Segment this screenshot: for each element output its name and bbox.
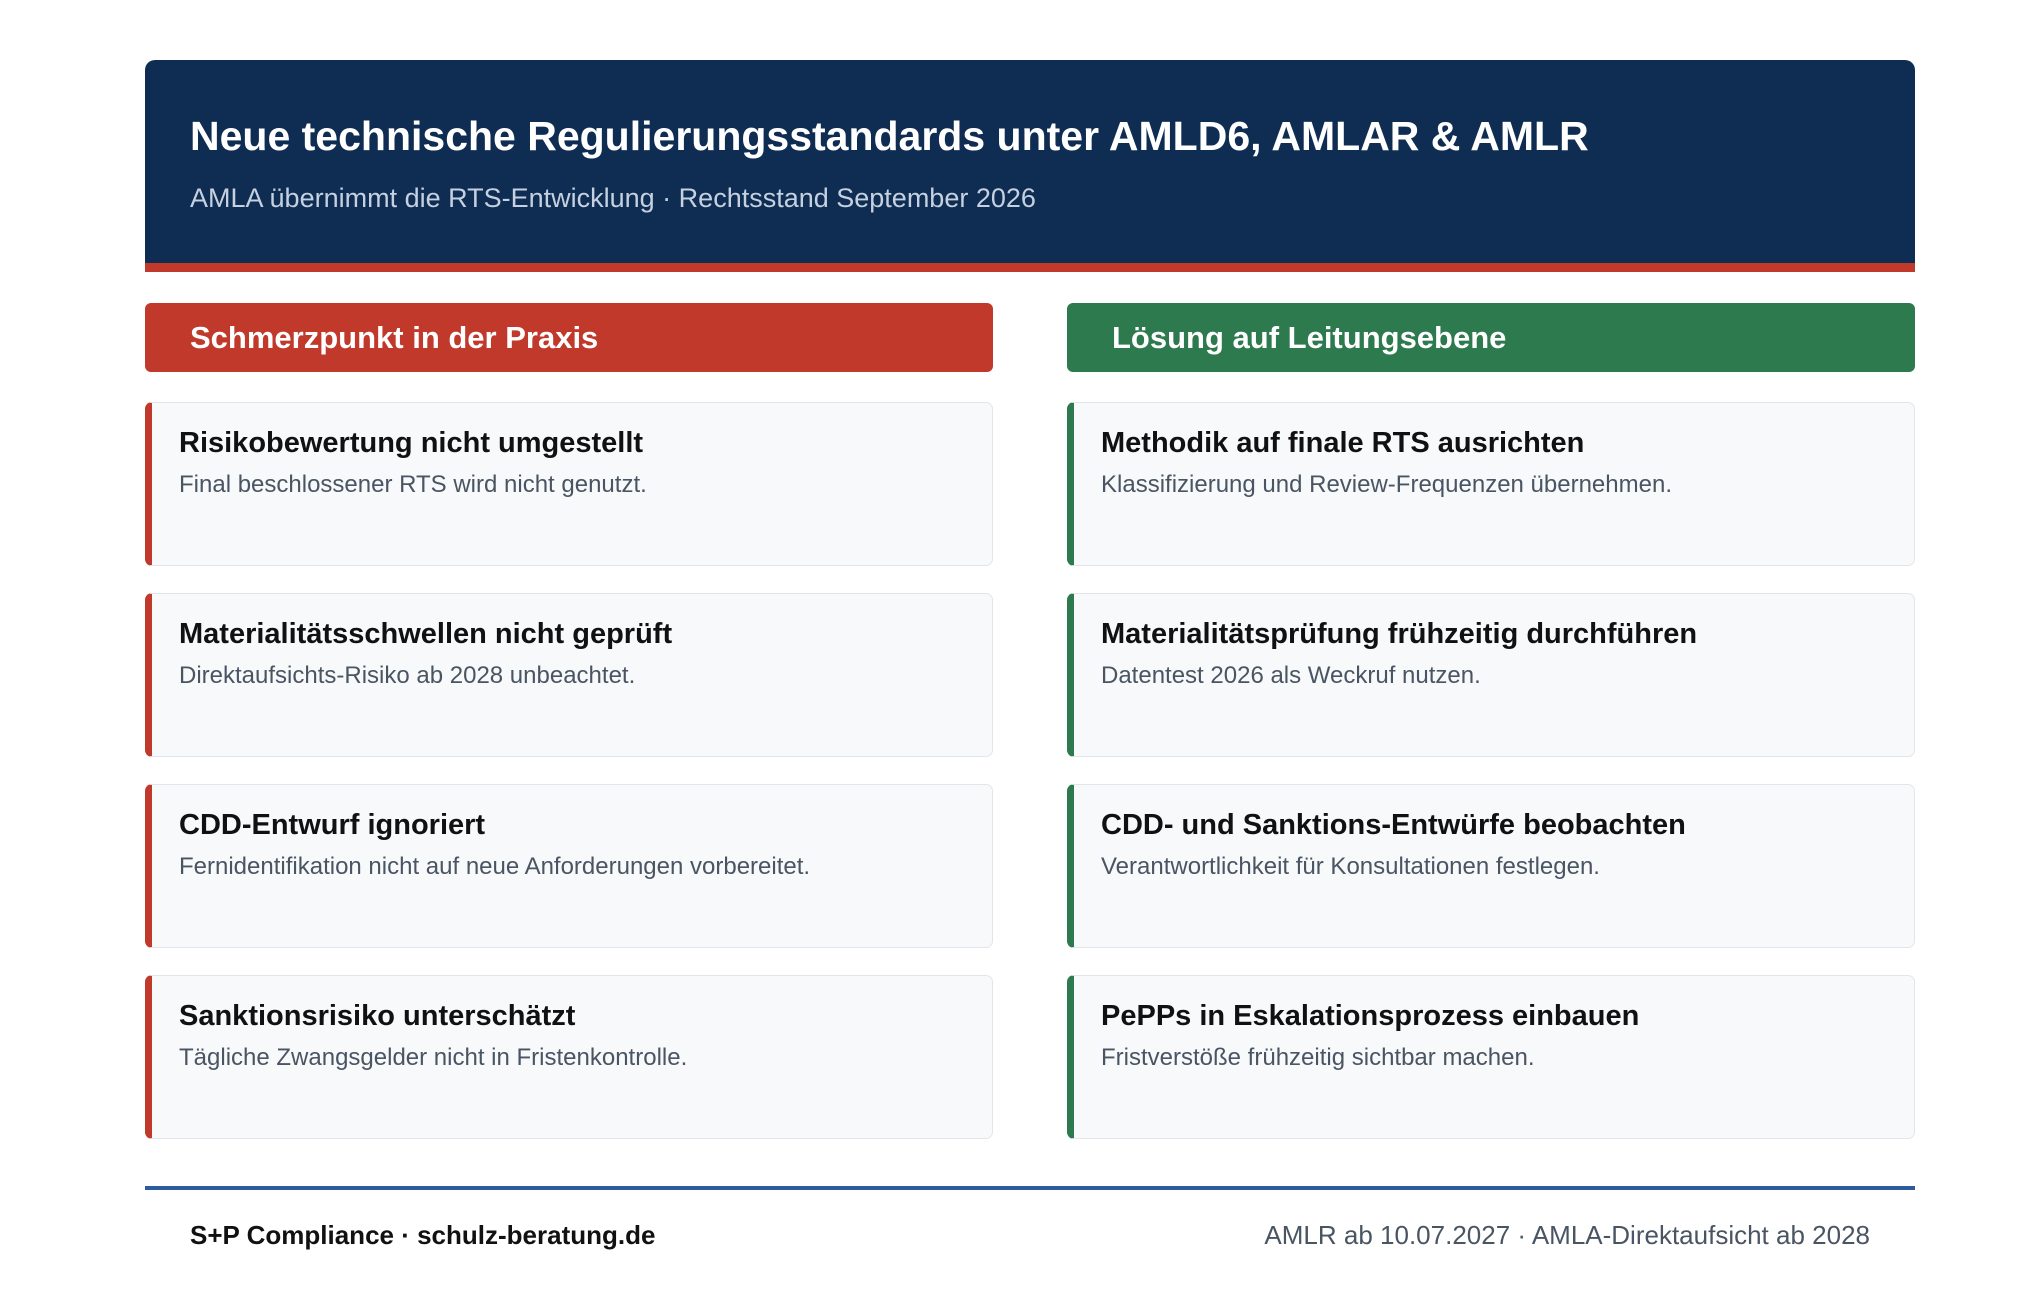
solution-card-title: PePPs in Eskalationsprozess einbauen (1101, 1000, 1640, 1032)
pain-card-title: CDD-Entwurf ignoriert (179, 809, 486, 841)
pain-card-description: Final beschlossener RTS wird nicht genutzt. (179, 470, 647, 498)
solution-card-description: Klassifizierung und Review-Frequenzen übernehmen. (1101, 470, 1672, 498)
pain-card-title: Sanktionsrisiko unterschätzt (179, 1000, 576, 1032)
solution-card (1067, 784, 1915, 948)
footer (145, 1186, 1915, 1250)
solution-card-description: Datentest 2026 als Weckruf nutzen. (1101, 661, 1481, 689)
pain-card-description: Tägliche Zwangsgelder nicht in Fristenkontrolle. (179, 1043, 688, 1071)
solution-column-heading: Lösung auf Leitungsebene (1067, 303, 1915, 372)
solution-card-title: Methodik auf finale RTS ausrichten (1101, 427, 1585, 459)
comparison-columns (145, 303, 1915, 1166)
page-subtitle: AMLA übernimmt die RTS-Entwicklung · Rechtsstand September 2026 (190, 183, 1036, 214)
solution-card (1067, 593, 1915, 757)
header-banner (145, 60, 1915, 272)
pain-card (145, 784, 993, 948)
footer-dates: AMLR ab 10.07.2027 · AMLA-Direktaufsicht ab 2028 (1264, 1220, 1870, 1250)
solution-card (1067, 402, 1915, 566)
solution-card-description: Fristverstöße frühzeitig sichtbar machen. (1101, 1043, 1535, 1071)
page-title: Neue technische Regulierungsstandards unter AMLD6, AMLAR & AMLR (190, 113, 1589, 159)
solution-card-description: Verantwortlichkeit für Konsultationen festlegen. (1101, 852, 1600, 880)
pain-column (145, 303, 993, 1166)
pain-card-title: Materialitätsschwellen nicht geprüft (179, 618, 673, 650)
pain-card (145, 402, 993, 566)
infographic (145, 60, 1915, 1166)
pain-card-description: Direktaufsichts-Risiko ab 2028 unbeachtet. (179, 661, 636, 689)
solution-card-title: Materialitätsprüfung frühzeitig durchführen (1101, 618, 1698, 650)
footer-brand: S+P Compliance · schulz-beratung.de (190, 1220, 656, 1250)
pain-card-title: Risikobewertung nicht umgestellt (179, 427, 644, 459)
pain-column-heading: Schmerzpunkt in der Praxis (145, 303, 993, 372)
solution-card-title: CDD- und Sanktions-Entwürfe beobachten (1101, 809, 1686, 841)
pain-card (145, 975, 993, 1139)
solution-card (1067, 975, 1915, 1139)
pain-card (145, 593, 993, 757)
solution-column (1067, 303, 1915, 1166)
pain-card-description: Fernidentifikation nicht auf neue Anforderungen vorbereitet. (179, 852, 811, 880)
